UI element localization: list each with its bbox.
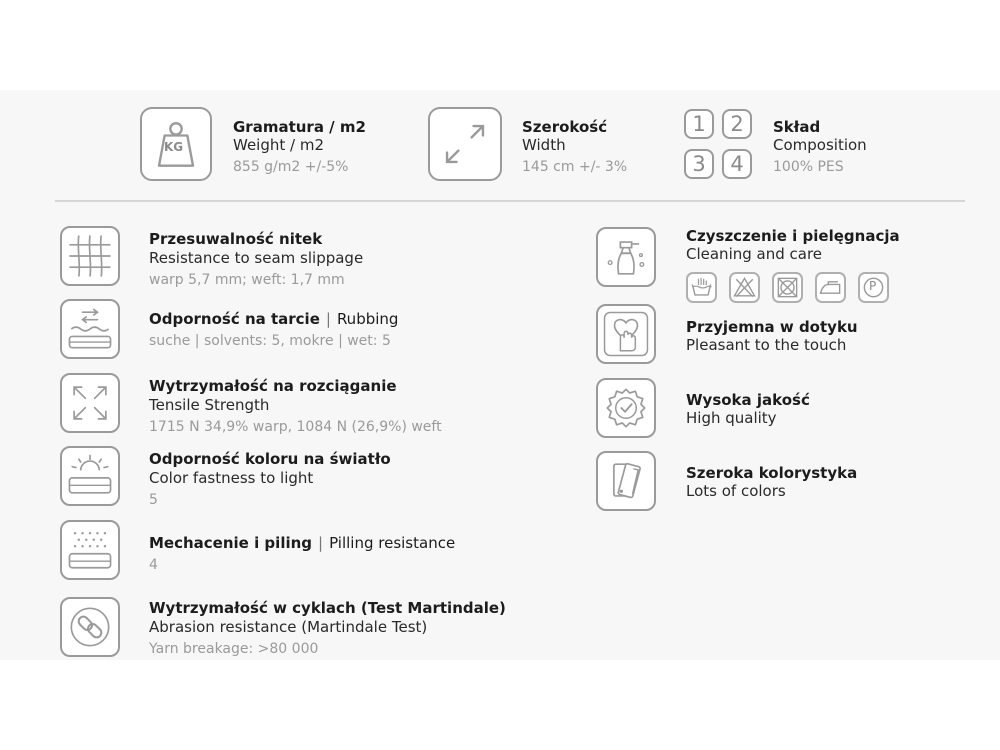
abrasion-subtitle: Abrasion resistance (Martindale Test) [149, 618, 428, 636]
width-title: Szerokość [522, 118, 608, 136]
composition-value: 100% PES [773, 159, 844, 175]
rubbing-value: suche | solvents: 5, mokre | wet: 5 [149, 333, 391, 349]
composition-number-4: 4 [722, 149, 752, 179]
pilling-separator: | [318, 534, 324, 552]
hand-wash-icon [686, 272, 717, 303]
touch-title: Przyjemna w dotyku [686, 318, 858, 336]
composition-subtitle: Composition [773, 136, 867, 154]
tensile-arrows-icon [60, 373, 120, 433]
light-subtitle: Color fastness to light [149, 469, 314, 487]
weight-subtitle: Weight / m2 [233, 136, 325, 154]
light-value: 5 [149, 492, 158, 508]
composition-number-2: 2 [722, 109, 752, 139]
pilling-title [149, 534, 455, 552]
quality-title: Wysoka jakość [686, 391, 810, 409]
rubbing-title [149, 310, 398, 328]
composition-number-1: 1 [684, 109, 714, 139]
spray-bottle-icon [596, 227, 656, 287]
rubbing-separator: | [325, 310, 331, 328]
hand-touch-icon [596, 304, 656, 364]
composition-number-3: 3 [684, 149, 714, 179]
pilling-title-en: Pilling resistance [329, 534, 456, 552]
color-swatches-icon [596, 451, 656, 511]
no-bleach-icon [729, 272, 760, 303]
weight-title: Gramatura / m2 [233, 118, 366, 136]
width-value: 145 cm +/- 3% [522, 159, 628, 175]
section-divider [55, 200, 965, 202]
pilling-value: 4 [149, 557, 158, 573]
tensile-subtitle: Tensile Strength [149, 396, 270, 414]
touch-subtitle: Pleasant to the touch [686, 336, 847, 354]
seam-title: Przesuwalność nitek [149, 230, 323, 248]
rubbing-icon [60, 299, 120, 359]
kg-label: KG [164, 140, 184, 154]
width-arrows-icon [428, 107, 502, 181]
rubbing-title-pl: Odporność na tarcie [149, 310, 320, 328]
quality-subtitle: High quality [686, 409, 777, 427]
tensile-value: 1715 N 34,9% warp, 1084 N (26,9%) weft [149, 419, 442, 435]
seam-value: warp 5,7 mm; weft: 1,7 mm [149, 272, 345, 288]
cleaning-subtitle: Cleaning and care [686, 245, 823, 263]
weight-value: 855 g/m2 +/-5% [233, 159, 349, 175]
seam-grid-icon [60, 226, 120, 286]
abrasion-value: Yarn breakage: >80 000 [149, 641, 319, 657]
tensile-title: Wytrzymałość na rozciąganie [149, 377, 397, 395]
chain-links-icon [60, 597, 120, 657]
rubbing-title-en: Rubbing [336, 310, 399, 328]
light-title: Odporność koloru na światło [149, 450, 391, 468]
colors-subtitle: Lots of colors [686, 482, 786, 500]
pilling-icon [60, 520, 120, 580]
pilling-title-pl: Mechacenie i piling [149, 534, 313, 552]
cleaning-title: Czyszczenie i pielęgnacja [686, 227, 900, 245]
composition-title: Skład [773, 118, 821, 136]
quality-badge-icon [596, 378, 656, 438]
iron-icon [815, 272, 846, 303]
p-letter: P [869, 279, 877, 293]
abrasion-title: Wytrzymałość w cyklach (Test Martindale) [149, 599, 506, 617]
sun-light-icon [60, 446, 120, 506]
colors-title: Szeroka kolorystyka [686, 464, 858, 482]
width-subtitle: Width [522, 136, 566, 154]
no-tumble-dry-icon [772, 272, 803, 303]
seam-subtitle: Resistance to seam slippage [149, 249, 364, 267]
